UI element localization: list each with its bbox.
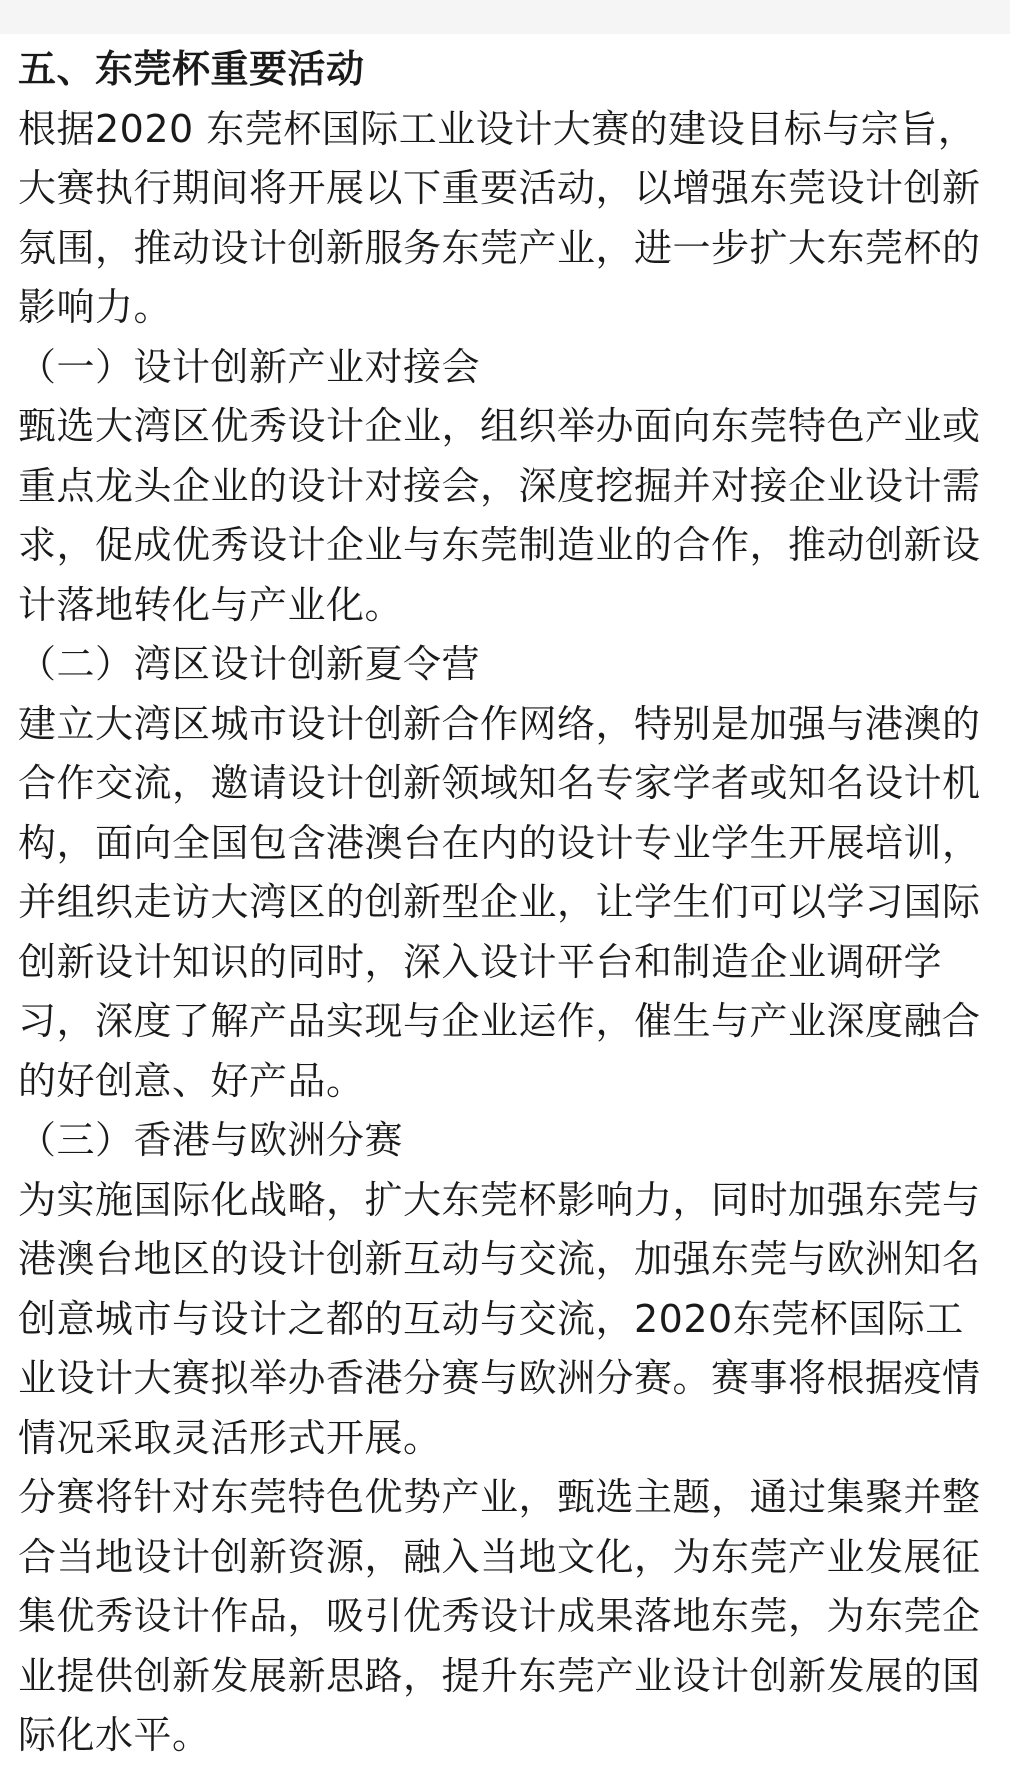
paragraph-line: 情况采取灵活形式开展。 bbox=[18, 1415, 442, 1460]
paragraph-line: 重点龙头企业的设计对接会，深度挖掘并对接企业设计需 bbox=[18, 463, 981, 508]
top-strip bbox=[0, 0, 1010, 34]
paragraph-line: 计落地转化与产业化。 bbox=[18, 582, 404, 627]
paragraph-line: 为实施国际化战略，扩大东莞杯影响力，同时加强东莞与 bbox=[18, 1177, 981, 1222]
paragraph-line: 业设计大赛拟举办香港分赛与欧洲分赛。赛事将根据疫情 bbox=[18, 1356, 981, 1400]
paragraph-line: 的好创意、好产品。 bbox=[18, 1058, 365, 1103]
paragraph-line: 习，深度了解产品实现与企业运作，催生与产业深度融合 bbox=[18, 999, 981, 1043]
section-title: 五、东莞杯重要活动 bbox=[18, 47, 365, 91]
subsection-title-1: （一）设计创新产业对接会 bbox=[18, 344, 481, 389]
paragraph-line: 求，促成优秀设计企业与东莞制造业的合作，推动创新设 bbox=[18, 523, 981, 567]
paragraph-line: 合当地设计创新资源，融入当地文化，为东莞产业发展征 bbox=[18, 1534, 981, 1579]
paragraph-line: 构，面向全国包含港澳台在内的设计专业学生开展培训， bbox=[18, 820, 981, 865]
paragraph-line: 港澳台地区的设计创新互动与交流，加强东莞与欧洲知名 bbox=[18, 1237, 981, 1281]
paragraph-line: 建立大湾区城市设计创新合作网络，特别是加强与港澳的 bbox=[18, 701, 981, 746]
paragraph-line: 业提供创新发展新思路，提升东莞产业设计创新发展的国 bbox=[18, 1653, 981, 1698]
paragraph-line: 际化水平。 bbox=[18, 1713, 211, 1757]
subsection-3-paragraph bbox=[18, 1171, 998, 1469]
paragraph-line: 甄选大湾区优秀设计企业，组织举办面向东莞特色产业或 bbox=[18, 404, 981, 448]
subsection-1-paragraph bbox=[18, 397, 998, 635]
paragraph-line: 大赛执行期间将开展以下重要活动，以增强东莞设计创新 bbox=[18, 166, 981, 210]
intro-paragraph bbox=[18, 100, 998, 338]
subsection-2-paragraph bbox=[18, 695, 998, 1112]
paragraph-line: 并组织走访大湾区的创新型企业，让学生们可以学习国际 bbox=[18, 880, 981, 924]
subsection-3-paragraph-2 bbox=[18, 1468, 998, 1766]
paragraph-line: 集优秀设计作品，吸引优秀设计成果落地东莞，为东莞企 bbox=[18, 1594, 981, 1638]
paragraph-line: 影响力。 bbox=[18, 285, 173, 329]
subsection-title-2: （二）湾区设计创新夏令营 bbox=[18, 642, 481, 686]
paragraph-line: 根据2020 东莞杯国际工业设计大赛的建设目标与宗旨， bbox=[18, 106, 977, 151]
paragraph-line: 分赛将针对东莞特色优势产业，甄选主题，通过集聚并整 bbox=[18, 1475, 981, 1519]
paragraph-line: 创新设计知识的同时，深入设计平台和制造企业调研学 bbox=[18, 939, 943, 984]
paragraph-line: 氛围，推动设计创新服务东莞产业，进一步扩大东莞杯的 bbox=[18, 225, 981, 270]
subsection-title-3: （三）香港与欧洲分赛 bbox=[18, 1118, 404, 1162]
paragraph-line: 合作交流，邀请设计创新领域知名专家学者或知名设计机 bbox=[18, 761, 981, 805]
paragraph-line: 创意城市与设计之都的互动与交流，2020东莞杯国际工 bbox=[18, 1296, 964, 1341]
article-body bbox=[18, 40, 998, 1766]
